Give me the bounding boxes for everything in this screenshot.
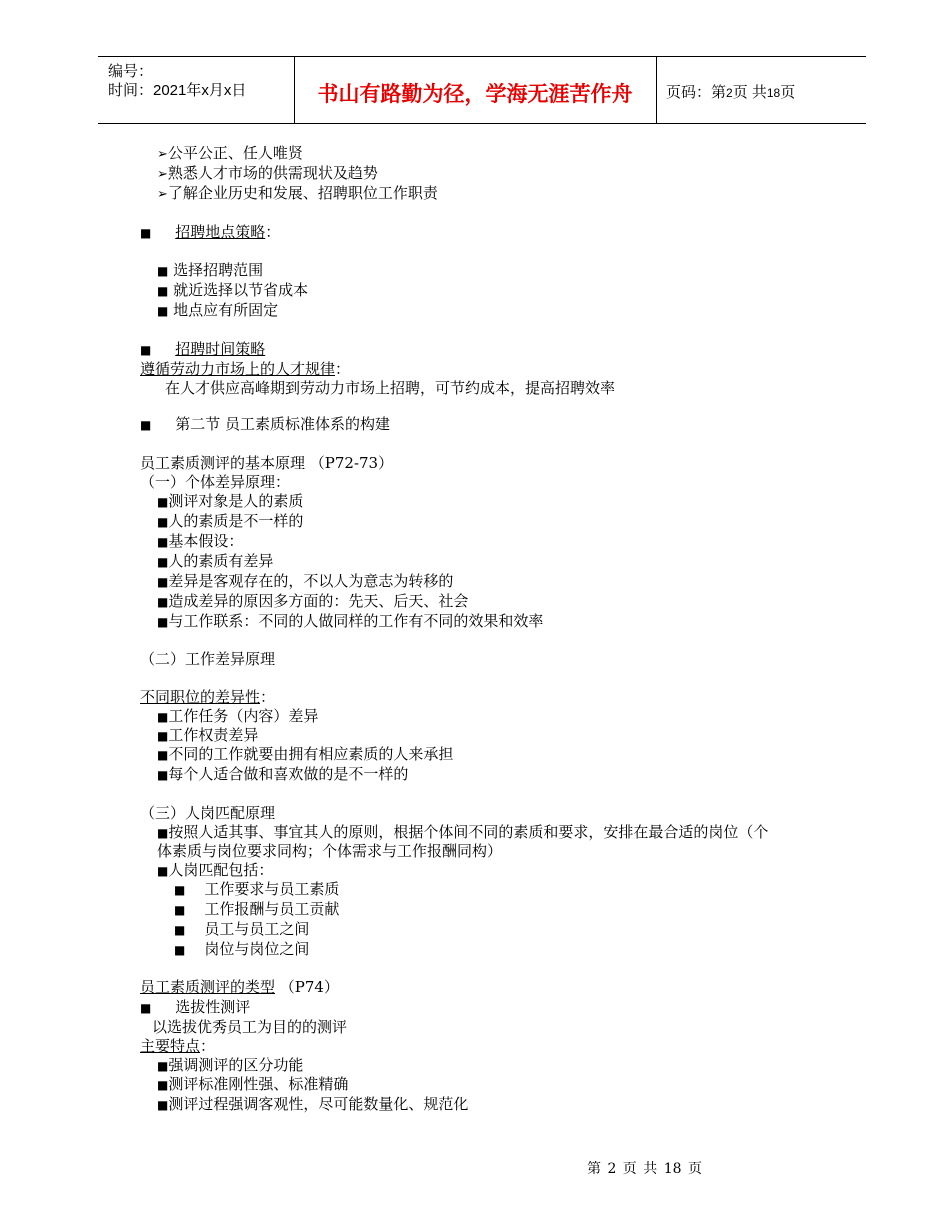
header-motto-cell: [294, 57, 657, 123]
types-heading: 员工素质测评的类型 （P74）: [140, 978, 339, 996]
list-item: ■测评标准刚性强、标准精确: [157, 1075, 349, 1093]
arrow-item: ➢公平公正、任人唯贤: [157, 144, 303, 162]
sub-list-item: ■ 工作报酬与员工贡献: [174, 900, 340, 918]
time-heading: ■ 招聘时间策略: [140, 340, 266, 358]
list-item: ■基本假设：: [157, 532, 244, 550]
p1-title: （一）个体差异原理：: [140, 473, 291, 491]
header-meta-cell: [98, 57, 295, 123]
list-item: ■ 选择招聘范围: [157, 261, 264, 279]
page-number-label: 页码：第2页 共18页: [666, 84, 796, 101]
page-footer: 第 2 页 共 18 页: [587, 1161, 702, 1177]
location-heading: ■ 招聘地点策略：: [140, 223, 281, 241]
sub-list-item: ■ 岗位与岗位之间: [174, 940, 310, 958]
p3-title: （三）人岗匹配原理: [140, 804, 276, 822]
list-item: ■不同的工作就要由拥有相应素质的人来承担: [157, 745, 454, 763]
list-item: ■人岗匹配包括：: [157, 861, 274, 879]
list-item-continuation: 体素质与岗位要求同构；个体需求与工作报酬同构）: [157, 842, 503, 860]
time-rule: 遵循劳动力市场上的人才规律：: [140, 360, 351, 378]
list-item: ■人的素质有差异: [157, 552, 274, 570]
select-desc: 以选拔优秀员工为目的的测评: [152, 1018, 348, 1036]
list-item: ■ 就近选择以节省成本: [157, 281, 309, 299]
list-item: ■工作权责差异: [157, 726, 259, 744]
list-item: ■与工作联系：不同的人做同样的工作有不同的效果和效率: [157, 612, 544, 630]
page-header: [98, 56, 866, 124]
list-item: ■工作任务（内容）差异: [157, 707, 319, 725]
arrow-item: ➢了解企业历史和发展、招聘职位工作职责: [157, 184, 438, 202]
arrow-item: ➢熟悉人才市场的供需现状及趋势: [157, 164, 378, 182]
motto-text: 书山有路勤为径，学海无涯苦作舟: [317, 82, 633, 106]
header-page-cell: [656, 57, 866, 123]
diff-heading: 不同职位的差异性：: [140, 688, 276, 706]
list-item: ■造成差异的原因多方面的：先天、后天、社会: [157, 592, 469, 610]
list-item: ■按照人适其事、事宜其人的原则，根据个体间不同的素质和要求，安排在最合适的岗位（个: [157, 823, 769, 841]
list-item: ■每个人适合做和喜欢做的是不一样的: [157, 765, 409, 783]
sub-list-item: ■ 员工与员工之间: [174, 920, 310, 938]
select-heading: ■ 选拔性测评: [140, 998, 251, 1016]
principle-title: 员工素质测评的基本原理 （P72-73）: [140, 454, 394, 472]
list-item: ■测评过程强调客观性，尽可能数量化、规范化: [157, 1095, 469, 1113]
list-item: ■强调测评的区分功能: [157, 1056, 304, 1074]
list-item: ■ 地点应有所固定: [157, 301, 279, 319]
list-item: ■人的素质是不一样的: [157, 512, 304, 530]
sub-list-item: ■ 工作要求与员工素质: [174, 880, 340, 898]
time-label: 时间：2021年x月x日: [108, 82, 247, 99]
list-item: ■测评对象是人的素质: [157, 492, 304, 510]
features-heading: 主要特点：: [140, 1037, 216, 1055]
serial-label: 编号：: [108, 63, 154, 80]
p2-title: （二）工作差异原理: [140, 650, 276, 668]
time-rule-detail: 在人才供应高峰期到劳动力市场上招聘，可节约成本，提高招聘效率: [165, 379, 616, 397]
list-item: ■差异是客观存在的，不以人为意志为转移的: [157, 572, 454, 590]
section-heading: ■ 第二节 员工素质标准体系的构建: [140, 415, 390, 433]
